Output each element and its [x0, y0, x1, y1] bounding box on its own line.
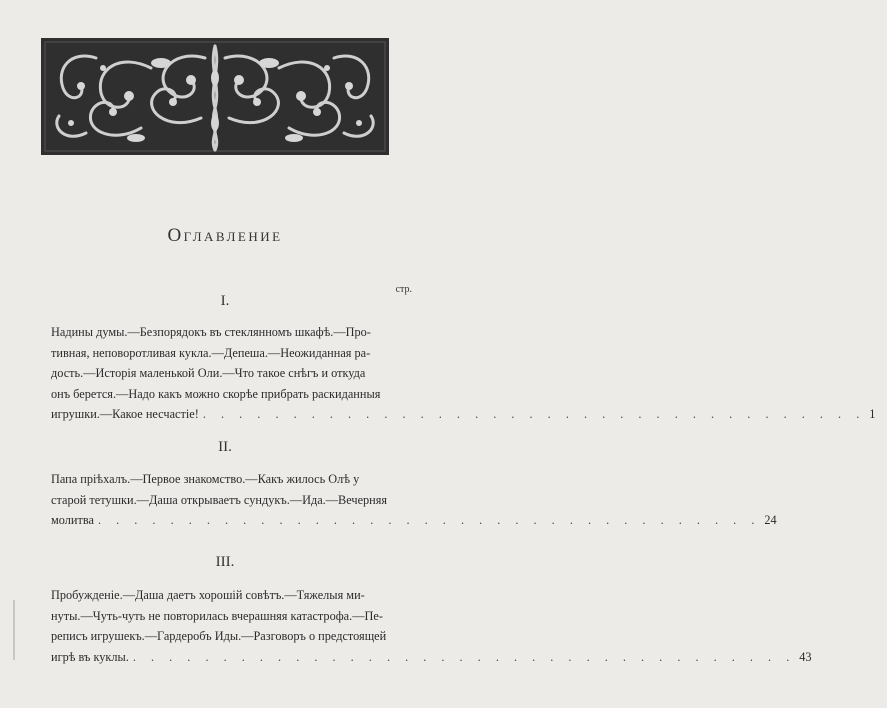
section-numeral: II.: [218, 439, 232, 455]
toc-entry: [51, 322, 876, 425]
floral-scroll-ornament: [41, 38, 389, 155]
entry-last-line: [51, 404, 876, 425]
section-numeral: III.: [215, 554, 235, 570]
entry-line: Надины думы.—Безпорядокъ въ стеклянномъ шкафѣ.—Про-: [51, 325, 371, 339]
toc-entry: [51, 585, 812, 667]
entry-line: старой тетушки.—Даша открываетъ сундукъ.—Ида.—Вечерняя: [51, 492, 388, 507]
entry-line: реписъ игрушекъ.—Гардеробъ Иды.—Разговоръ о предстоящей: [51, 629, 387, 643]
entry-line: дость.—Исторія маленькой Оли.—Что такое снѣгъ и откуда: [51, 366, 366, 380]
dot-leader: . . . . . . . . . . . . . . . . . . . . . . . . . . . . . . . . . . . . .: [132, 649, 796, 664]
entry-last-line: [51, 647, 812, 668]
entry-line: нуты.—Чуть-чуть не повторилась вчерашняя катастрофа.—Пе-: [51, 608, 383, 623]
toc-entry: [51, 469, 777, 531]
entry-last-line: [51, 510, 777, 531]
entry-line: тивная, неповоротливая кукла.—Депеша.—Неожиданная ра-: [51, 345, 371, 360]
entry-line: игрушки.—Какое несчастіе!: [51, 407, 199, 421]
dot-leader: . . . . . . . . . . . . . . . . . . . . . . . . . . . . . . . . . . . . .: [202, 407, 866, 421]
section-numeral: I.: [220, 293, 230, 309]
ornamental-headpiece: [41, 38, 389, 155]
entry-line: молитва: [51, 513, 94, 527]
entry-line: онъ берется.—Надо какъ можно скорѣе прибрать раскиданныя: [51, 386, 381, 401]
entry-line: Папа пріѣхалъ.—Первое знакомство.—Какъ жилось Олѣ у: [51, 472, 360, 486]
page-column-label: стр.: [395, 284, 412, 295]
page-title: Оглавление: [167, 225, 283, 246]
page-edge-shadow: [13, 600, 15, 660]
page-number: 24: [764, 513, 777, 527]
entry-line: игрѣ въ куклы.: [51, 649, 129, 664]
page-number: 43: [799, 649, 812, 664]
page-number: 1: [869, 407, 876, 421]
dot-leader: . . . . . . . . . . . . . . . . . . . . . . . . . . . . . . . . . . . . .: [97, 513, 761, 527]
entry-line: Пробужденіе.—Даша даетъ хорошій совѣтъ.—Тяжелыя ми-: [51, 588, 365, 602]
